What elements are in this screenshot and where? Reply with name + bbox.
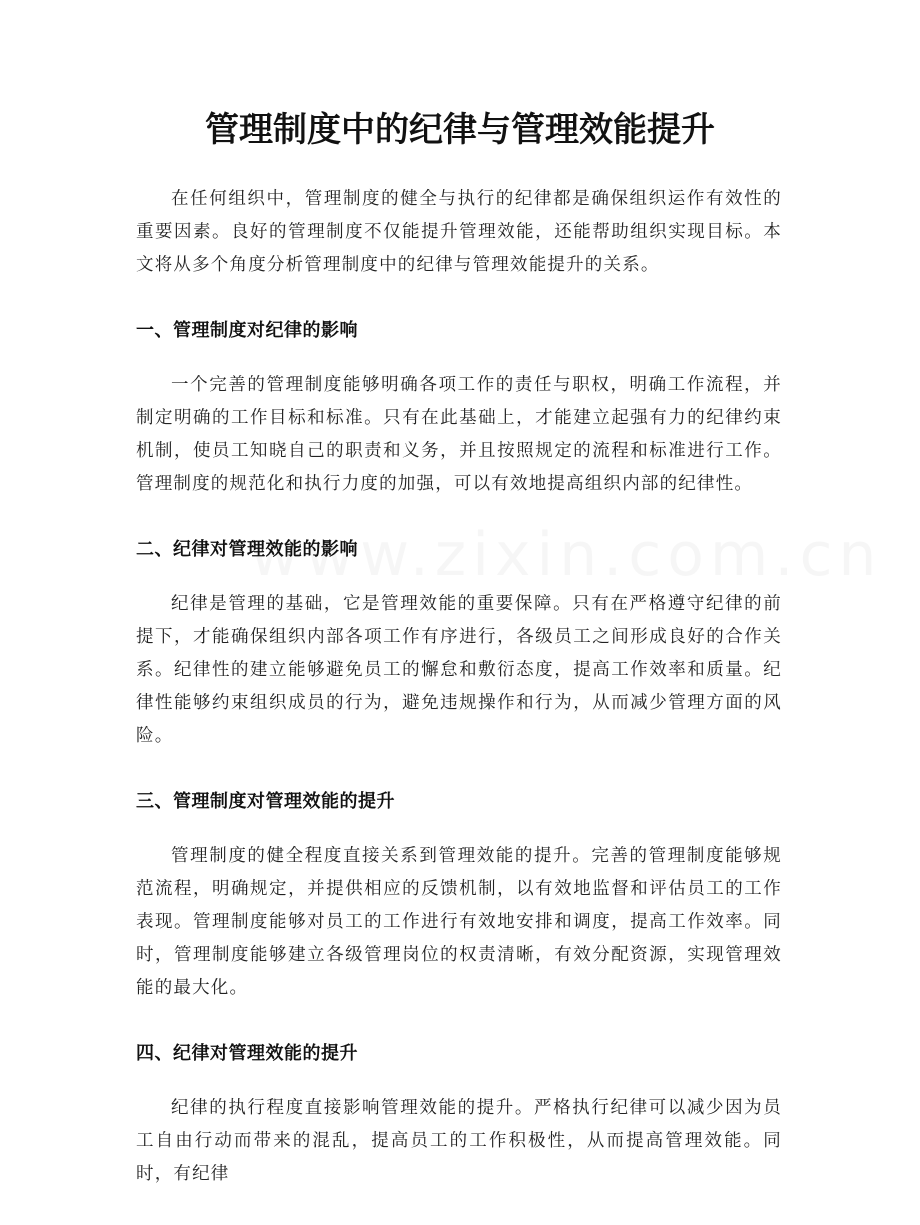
section-paragraph-4: 纪律的执行程度直接影响管理效能的提升。严格执行纪律可以减少因为员工自由行动而带来的混乱，提高员工的工作积极性，从而提高管理效能。同时，有纪律: [136, 1098, 782, 1184]
intro-paragraph: 在任何组织中，管理制度的健全与执行的纪律都是确保组织运作有效性的重要因素。良好的管理制度不仅能提升管理效能，还能帮助组织实现目标。本文将从多个角度分析管理制度中的纪律与管理效能提升的关系。: [136, 189, 782, 275]
page-title: 管理制度中的纪律与管理效能提升: [205, 110, 715, 150]
section-paragraph-3: 管理制度的健全程度直接关系到管理效能的提升。完善的管理制度能够规范流程，明确规定，并提供相应的反馈机制，以有效地监督和评估员工的工作表现。管理制度能够对员工的工作进行有效地安排和调度，提高工作效率。同时，管理制度能够建立各级管理岗位的权责清晰，有效分配资源，实现管理效能的最大化。: [136, 846, 782, 998]
section-heading-2: 二、纪律对管理效能的影响: [136, 539, 358, 560]
section-paragraph-1: 一个完善的管理制度能够明确各项工作的责任与职权，明确工作流程，并制定明确的工作目标和标准。只有在此基础上，才能建立起强有力的纪律约束机制，使员工知晓自己的职责和义务，并且按照规定的流程和标准进行工作。管理制度的规范化和执行力度的加强，可以有效地提高组织内部的纪律性。: [136, 375, 782, 494]
document-body: [136, 183, 782, 1225]
section-heading-1: 一、管理制度对纪律的影响: [136, 320, 358, 341]
section-paragraph-2: 纪律是管理的基础，它是管理效能的重要保障。只有在严格遵守纪律的前提下，才能确保组织内部各项工作有序进行，各级员工之间形成良好的合作关系。纪律性的建立能够避免员工的懈怠和敷衍态度，提高工作效率和质量。纪律性能够约束组织成员的行为，避免违规操作和行为，从而减少管理方面的风险。: [136, 594, 782, 746]
section-heading-4: 四、纪律对管理效能的提升: [136, 1043, 358, 1064]
section-heading-3: 三、管理制度对管理效能的提升: [136, 791, 395, 812]
